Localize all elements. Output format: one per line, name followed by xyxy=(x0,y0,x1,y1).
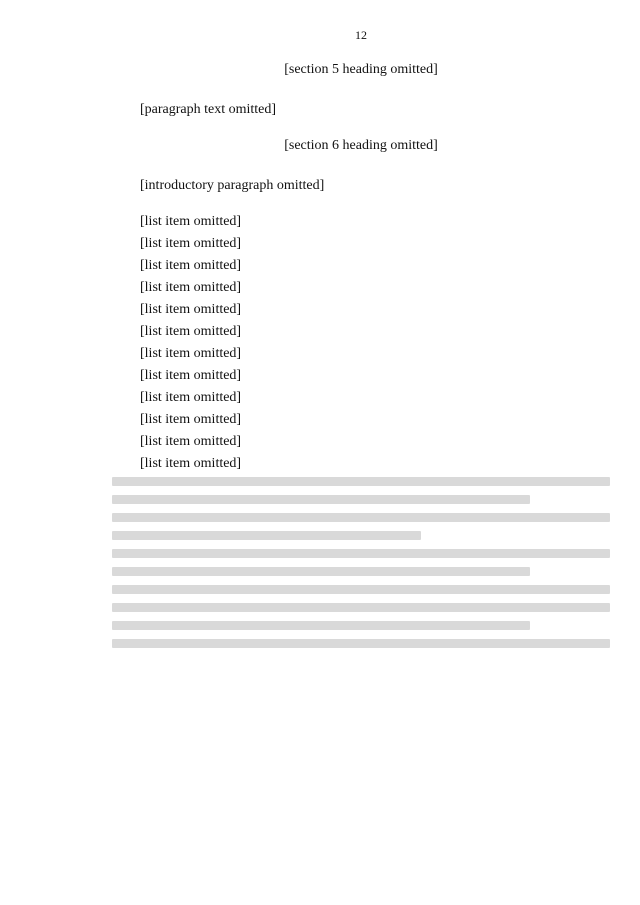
list-item: [list item omitted] xyxy=(140,456,242,471)
list-item: [list item omitted] xyxy=(140,368,242,383)
section-5-body: [paragraph text omitted] xyxy=(140,102,277,117)
text-block-placeholder xyxy=(112,477,610,648)
list-item: [list item omitted] xyxy=(140,390,242,405)
list-item: [list item omitted] xyxy=(140,346,242,361)
list-item: [list item omitted] xyxy=(140,258,242,273)
text-line-placeholder xyxy=(112,495,530,504)
text-line-placeholder xyxy=(112,639,610,648)
list-item: [list item omitted] xyxy=(140,280,242,295)
section-5-heading: [section 5 heading omitted] xyxy=(284,62,438,77)
list-item: [list item omitted] xyxy=(140,214,242,229)
text-line-placeholder xyxy=(112,603,610,612)
text-line-placeholder xyxy=(112,621,530,630)
text-line-placeholder xyxy=(112,549,610,558)
measures-list xyxy=(112,213,610,473)
list-item: [list item omitted] xyxy=(140,434,242,449)
section-6-heading: [section 6 heading omitted] xyxy=(284,138,438,153)
page-number: 12 xyxy=(355,28,367,42)
text-line-placeholder xyxy=(112,477,610,486)
section-6-intro: [introductory paragraph omitted] xyxy=(140,178,325,193)
list-item: [list item omitted] xyxy=(140,412,242,427)
text-line-placeholder xyxy=(112,567,530,576)
text-line-placeholder xyxy=(112,513,610,522)
list-item: [list item omitted] xyxy=(140,236,242,251)
list-item: [list item omitted] xyxy=(140,324,242,339)
text-line-placeholder xyxy=(112,585,610,594)
text-line-placeholder xyxy=(112,531,421,540)
list-item: [list item omitted] xyxy=(140,302,242,317)
